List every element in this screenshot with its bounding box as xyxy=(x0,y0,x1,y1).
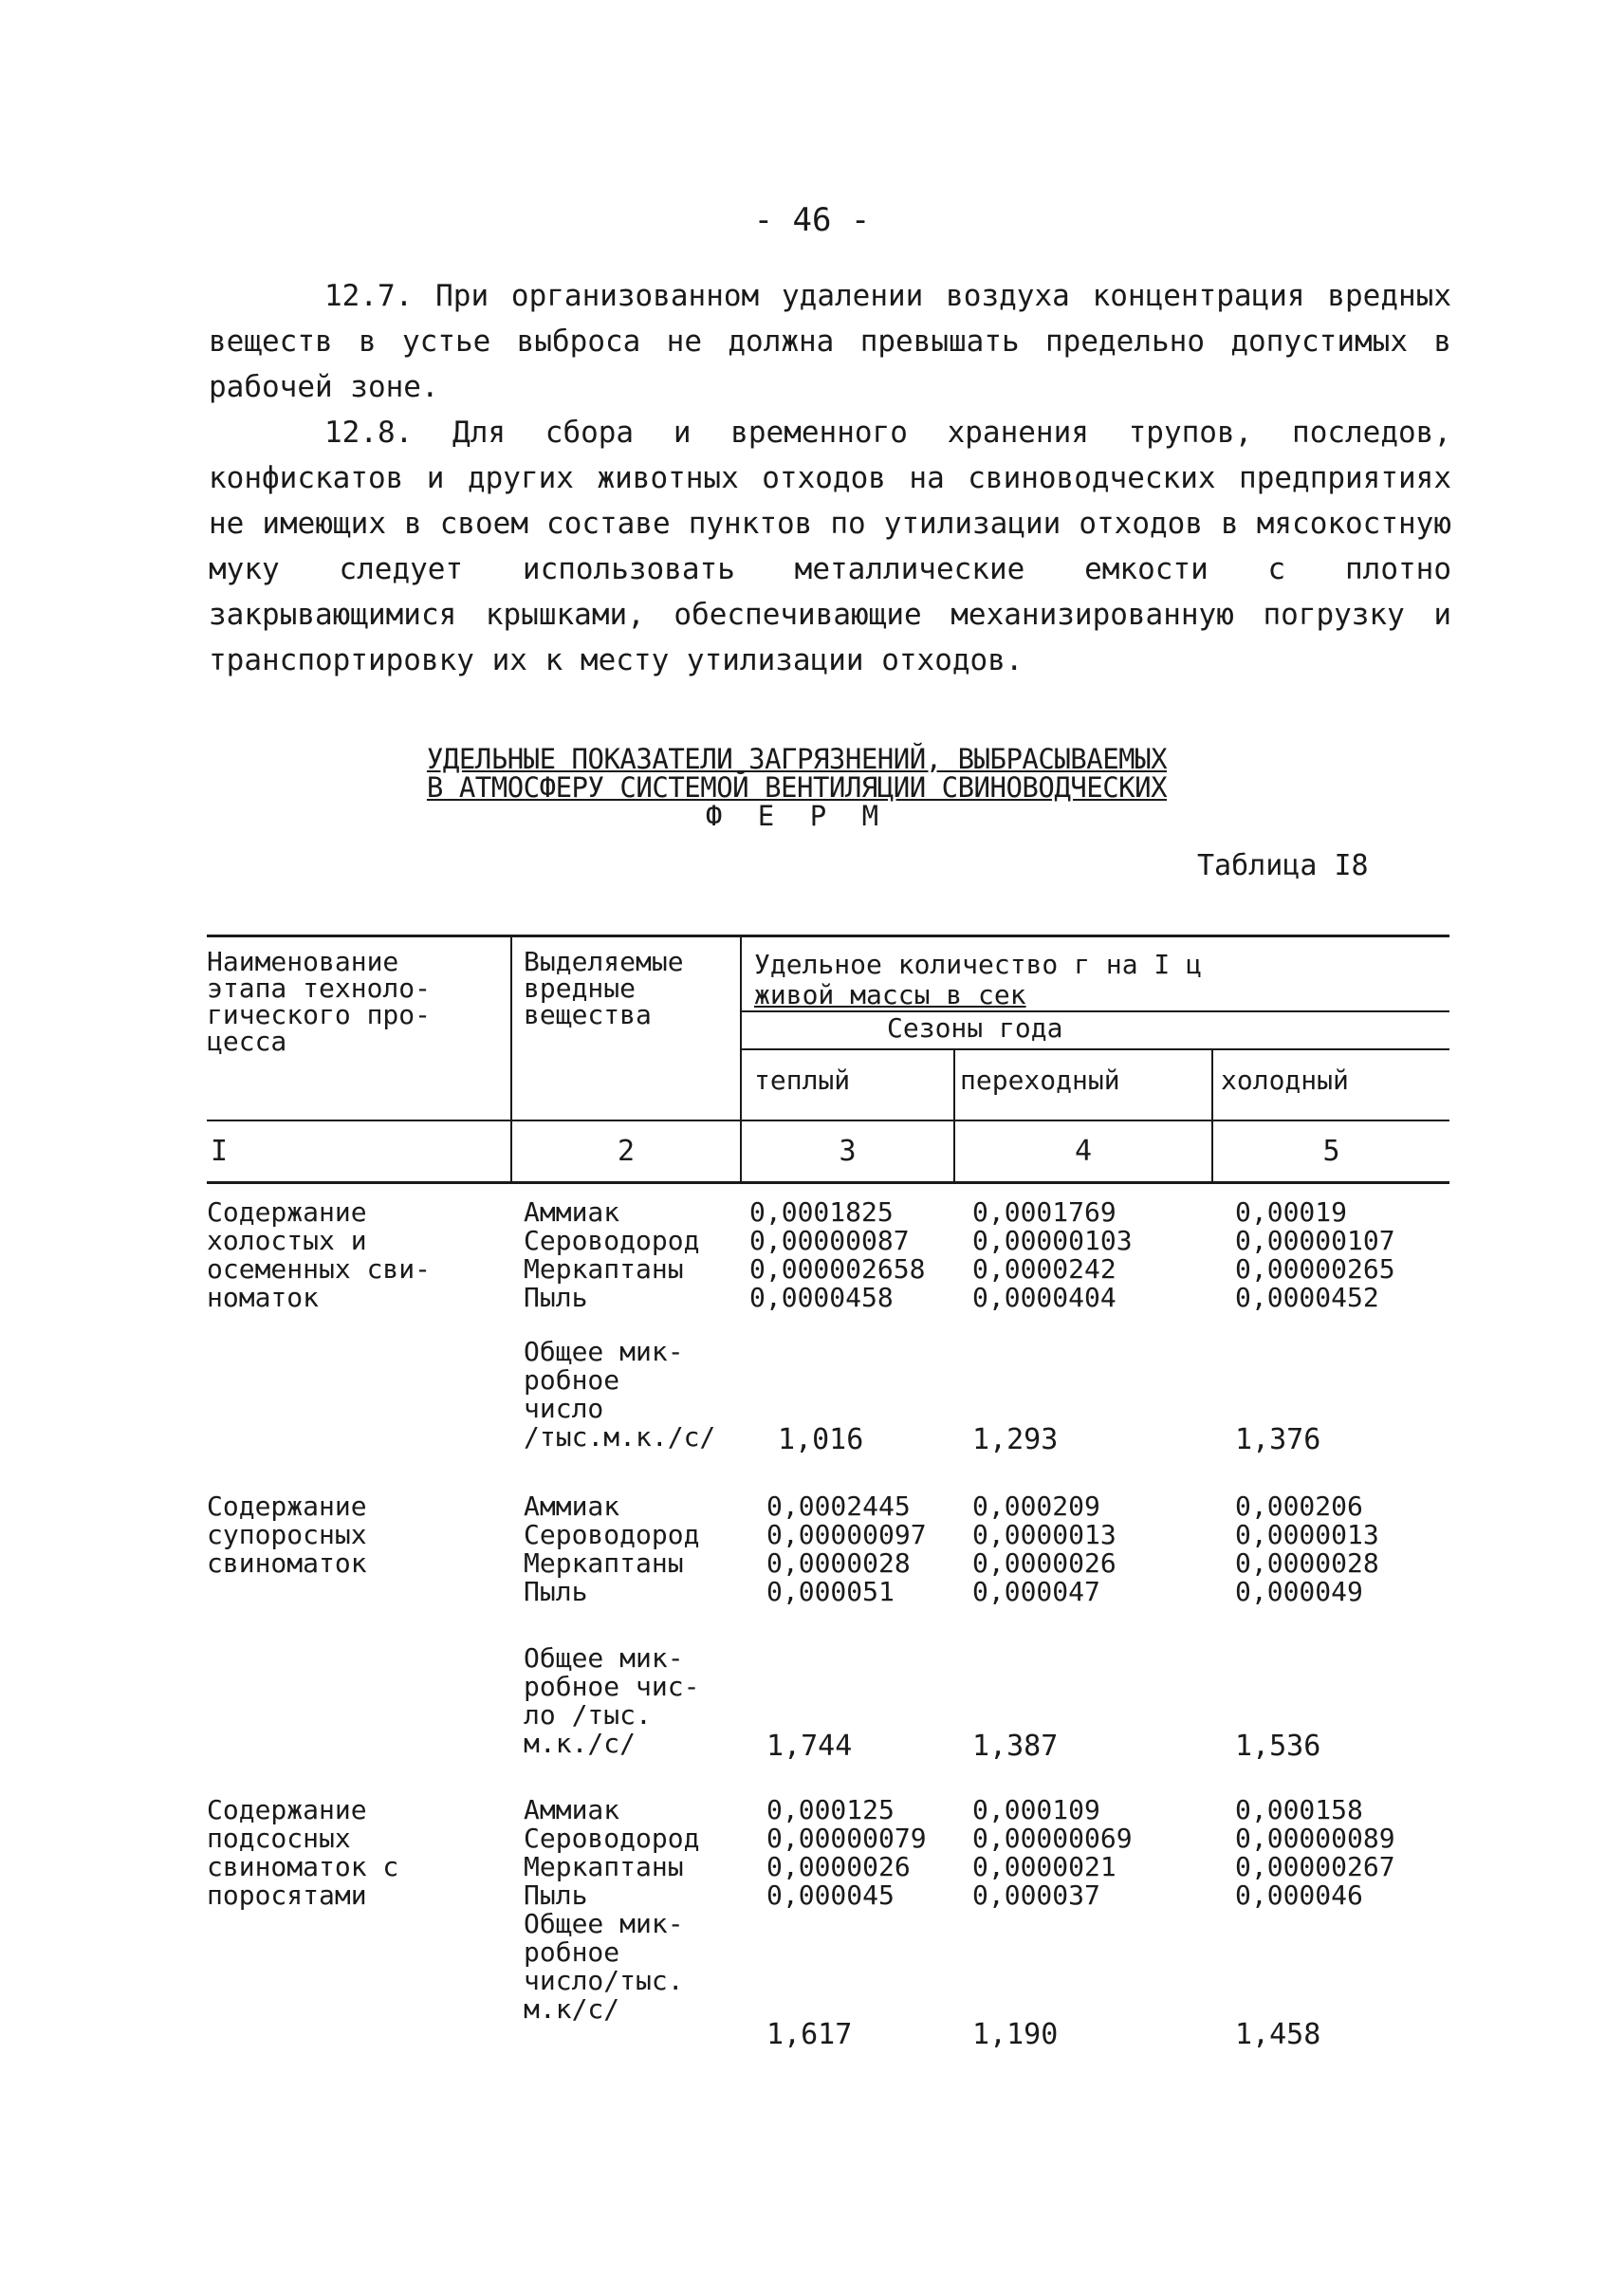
stage-line: Содержание xyxy=(207,1491,367,1522)
microbial-value-cold: 1,458 xyxy=(1235,2018,1321,2051)
value-column-warm xyxy=(766,1492,956,1606)
substance-list xyxy=(524,1198,742,1312)
paragraph-text: 12.8. Для сбора и временного хранения трупов, последов, конфискатов и других животных отходов на свиноводческих предприятиях не имеющих в своем составе пунктов по утилизации отходов в мясокостную муку следует использовать металлические емкости с плотно закрывающимися крышками, обеспечивающие механизированную погрузку и транспортировку их к месту утилизации отходов. xyxy=(209,416,1451,677)
microbial-label xyxy=(524,1644,742,1758)
microbial-label-line: м.к./с/ xyxy=(524,1728,637,1759)
value-cell: 0,0000242 xyxy=(972,1253,1116,1285)
column-numbers-bottom-rule xyxy=(207,1181,1449,1184)
column-number: I xyxy=(211,1135,229,1168)
header-stage-line: Наименование xyxy=(207,946,399,977)
value-cell: 0,00000069 xyxy=(972,1823,1133,1854)
value-cell: 0,000109 xyxy=(972,1794,1100,1825)
stage-line: Содержание xyxy=(207,1794,367,1825)
value-cell: 0,00000097 xyxy=(766,1519,927,1550)
table-label: Таблица I8 xyxy=(1197,849,1369,882)
column-number: 3 xyxy=(839,1135,857,1168)
substance-name: Пыль xyxy=(524,1282,588,1313)
value-cell: 0,00000107 xyxy=(1235,1225,1395,1256)
substance-list xyxy=(524,1796,742,1910)
substance-list xyxy=(524,1492,742,1606)
value-cell: 0,0000026 xyxy=(972,1547,1116,1579)
season-underline xyxy=(740,1048,1449,1050)
stage-line: осеменных сви- xyxy=(207,1253,432,1285)
microbial-label-line: Общее мик- xyxy=(524,1908,684,1939)
column-number: 5 xyxy=(1322,1135,1340,1168)
substance-name: Сероводород xyxy=(524,1519,700,1550)
stage-line: холостых и xyxy=(207,1225,367,1256)
header-warm: теплый xyxy=(754,1065,851,1096)
microbial-value-transitional: 1,190 xyxy=(972,2018,1059,2051)
value-cell: 0,0000404 xyxy=(972,1282,1116,1313)
microbial-label-line: Общее мик- xyxy=(524,1336,684,1367)
substance-name: Меркаптаны xyxy=(524,1253,684,1285)
column-number: 4 xyxy=(1074,1135,1093,1168)
table-top-rule xyxy=(207,935,1449,937)
substance-name: Пыль xyxy=(524,1576,588,1607)
value-cell: 0,0001769 xyxy=(972,1196,1116,1228)
microbial-label-line: робное xyxy=(524,1936,620,1968)
value-cell: 0,000047 xyxy=(972,1576,1100,1607)
value-column-warm xyxy=(749,1198,953,1312)
value-cell: 0,000037 xyxy=(972,1879,1100,1911)
value-cell: 0,0000021 xyxy=(972,1851,1116,1882)
value-cell: 0,000045 xyxy=(766,1879,895,1911)
value-cell: 0,000049 xyxy=(1235,1576,1363,1607)
stage-line: свиноматок с xyxy=(207,1851,399,1882)
value-cell: 0,0000452 xyxy=(1235,1282,1379,1313)
value-column-transitional xyxy=(972,1492,1200,1606)
value-cell: 0,0000026 xyxy=(766,1851,911,1882)
substance-name: Сероводород xyxy=(524,1823,700,1854)
header-group-top: Удельное количество г на I ц xyxy=(754,949,1203,980)
microbial-label-line: ло /тыс. xyxy=(524,1699,652,1731)
value-cell: 0,000125 xyxy=(766,1794,895,1825)
microbial-label xyxy=(524,1910,742,2024)
header-substance-line: Выделяемые xyxy=(524,946,684,977)
microbial-label-line: робное xyxy=(524,1364,620,1396)
value-cell: 0,00000103 xyxy=(972,1225,1133,1256)
table-title-line-1: УДЕЛЬНЫЕ ПОКАЗАТЕЛИ ЗАГРЯЗНЕНИЙ, ВЫБРАСЫВАЕМЫХ xyxy=(426,743,1168,775)
microbial-label xyxy=(524,1338,742,1452)
value-cell: 0,00000267 xyxy=(1235,1851,1395,1882)
substance-name: Аммиак xyxy=(524,1196,620,1228)
table-title xyxy=(351,745,1243,830)
header-substance xyxy=(524,946,732,1030)
page-number: - 46 - xyxy=(753,201,871,239)
header-group-mid: живой массы в сек xyxy=(754,979,1026,1010)
paragraph-12-7 xyxy=(209,273,1451,410)
value-column-transitional xyxy=(972,1796,1200,1910)
value-cell: 0,000209 xyxy=(972,1491,1100,1522)
microbial-label-line: число xyxy=(524,1393,604,1424)
header-substance-line: вредные xyxy=(524,972,637,1004)
header-stage xyxy=(207,946,501,1057)
value-cell: 0,00000089 xyxy=(1235,1823,1395,1854)
substance-name: Меркаптаны xyxy=(524,1547,684,1579)
value-cell: 0,000051 xyxy=(766,1576,895,1607)
microbial-value-transitional: 1,387 xyxy=(972,1730,1059,1763)
group-header-underline xyxy=(740,1010,1449,1012)
stage-line: свиноматок xyxy=(207,1547,367,1579)
value-cell: 0,00000087 xyxy=(749,1225,910,1256)
stage-line: подсосных xyxy=(207,1823,351,1854)
substance-name: Меркаптаны xyxy=(524,1851,684,1882)
stage-cell xyxy=(207,1198,501,1312)
value-cell: 0,00000079 xyxy=(766,1823,927,1854)
value-column-transitional xyxy=(972,1198,1200,1312)
value-cell: 0,000046 xyxy=(1235,1879,1363,1911)
value-column-cold xyxy=(1235,1492,1449,1606)
substance-name: Пыль xyxy=(524,1879,588,1911)
stage-cell xyxy=(207,1492,501,1578)
value-cell: 0,0000013 xyxy=(972,1519,1116,1550)
header-season: Сезоны года xyxy=(887,1012,1063,1044)
value-cell: 0,00000265 xyxy=(1235,1253,1395,1285)
substance-name: Аммиак xyxy=(524,1794,620,1825)
header-transitional: переходный xyxy=(960,1065,1120,1096)
microbial-label-line: робное чис- xyxy=(524,1671,700,1702)
microbial-value-warm: 1,617 xyxy=(766,2018,853,2051)
value-cell: 0,0000458 xyxy=(749,1282,894,1313)
paragraph-text: 12.7. При организованном удалении воздуха концентрация вредных веществ в устье выброса не должна превышать предельно допустимых в рабочей зоне. xyxy=(209,279,1451,404)
column-number: 2 xyxy=(617,1135,636,1168)
stage-cell xyxy=(207,1796,501,1910)
value-cell: 0,00019 xyxy=(1235,1196,1348,1228)
microbial-label-line: Общее мик- xyxy=(524,1642,684,1674)
header-bottom-rule xyxy=(207,1120,1449,1121)
header-cold: холодный xyxy=(1221,1065,1349,1096)
stage-line: супоросных xyxy=(207,1519,367,1550)
value-cell: 0,0000013 xyxy=(1235,1519,1379,1550)
header-stage-line: цесса xyxy=(207,1026,287,1057)
table-title-line-3: Ф Е Р М xyxy=(705,800,889,832)
value-cell: 0,000002658 xyxy=(749,1253,926,1285)
microbial-label-line: /тыс.м.к./с/ xyxy=(524,1421,716,1453)
value-column-cold xyxy=(1235,1198,1449,1312)
header-substance-line: вещества xyxy=(524,999,652,1030)
value-cell: 0,0001825 xyxy=(749,1196,894,1228)
substance-name: Сероводород xyxy=(524,1225,700,1256)
stage-line: Содержание xyxy=(207,1196,367,1228)
paragraph-12-8 xyxy=(209,410,1451,683)
value-cell: 0,0000028 xyxy=(1235,1547,1379,1579)
microbial-label-line: м.к/с/ xyxy=(524,1993,620,2025)
microbial-value-cold: 1,376 xyxy=(1235,1423,1321,1456)
value-column-warm xyxy=(766,1796,956,1910)
microbial-value-transitional: 1,293 xyxy=(972,1423,1059,1456)
stage-line: поросятами xyxy=(207,1879,367,1911)
substance-name: Аммиак xyxy=(524,1491,620,1522)
microbial-value-warm: 1,744 xyxy=(766,1730,853,1763)
microbial-label-line: число/тыс. xyxy=(524,1965,684,1996)
value-column-cold xyxy=(1235,1796,1449,1910)
value-cell: 0,000158 xyxy=(1235,1794,1363,1825)
microbial-value-warm: 1,016 xyxy=(778,1423,864,1456)
value-cell: 0,0000028 xyxy=(766,1547,911,1579)
header-stage-line: гического про- xyxy=(207,999,432,1030)
value-cell: 0,000206 xyxy=(1235,1491,1363,1522)
value-cell: 0,0002445 xyxy=(766,1491,911,1522)
header-stage-line: этапа техноло- xyxy=(207,972,432,1004)
body-text xyxy=(209,273,1451,683)
microbial-value-cold: 1,536 xyxy=(1235,1730,1321,1763)
stage-line: номаток xyxy=(207,1282,320,1313)
table-title-line-2: В АТМОСФЕРУ СИСТЕМОЙ ВЕНТИЛЯЦИИ СВИНОВОДЧЕСКИХ xyxy=(426,771,1168,804)
